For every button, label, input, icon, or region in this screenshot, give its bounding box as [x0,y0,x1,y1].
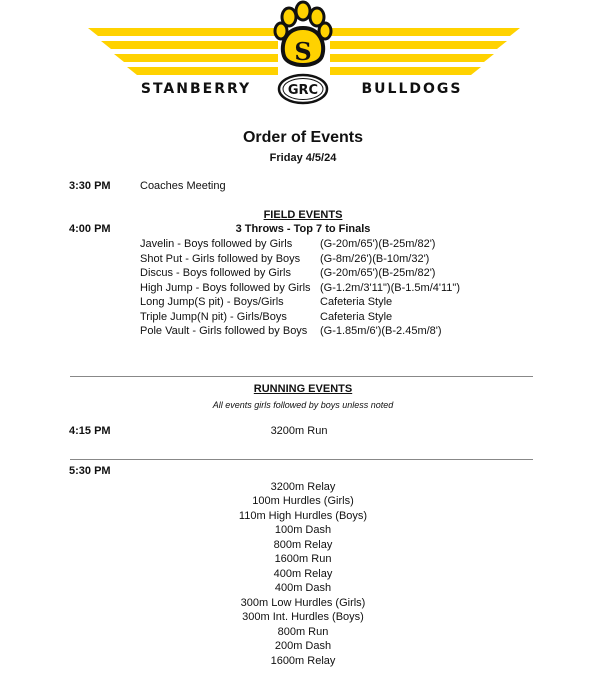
field-event-spec: (G-1.2m/3'11")(B-1.5m/4'11") [320,282,460,294]
field-event-name: Triple Jump(N pit) - Girls/Boys [140,311,287,323]
field-event-name: Shot Put - Girls followed by Boys [140,253,301,265]
logo-left-word: STANBERRY [140,81,252,97]
running-event: 400m Relay [273,568,333,580]
field-subheader: 3 Throws - Top 7 to Finals [235,223,371,235]
svg-text:S: S [294,37,312,66]
running-event: 300m Low Hurdles (Girls) [240,597,366,609]
running-event: 800m Run [277,626,329,638]
running-event: 3200m Relay [270,481,336,493]
running-time-1: 4:15 PM [69,425,111,437]
field-event-spec: Cafeteria Style [320,296,393,308]
page-title: Order of Events [242,129,364,146]
field-event-name: Pole Vault - Girls followed by Boys [140,325,308,337]
field-event-name: High Jump - Boys followed by Girls [140,282,311,294]
coaches-label: Coaches Meeting [140,180,226,192]
field-event-spec: (G-1.85m/6')(B-2.45m/8') [320,325,442,337]
svg-text:GRC: GRC [287,83,319,98]
field-event-name: Long Jump(S pit) - Boys/Girls [140,296,284,308]
event-date: Friday 4/5/24 [269,152,337,164]
logo-right-word: BULLDOGS [361,81,463,97]
running-event: 200m Dash [274,640,332,652]
running-event-first: 3200m Run [270,425,328,437]
field-event-name: Javelin - Boys followed by Girls [140,238,293,250]
field-event-spec: Cafeteria Style [320,311,393,323]
running-events-header: RUNNING EVENTS [253,383,353,395]
coaches-time: 3:30 PM [69,180,111,192]
paw-icon [275,2,331,66]
field-event-name: Discus - Boys followed by Girls [140,267,291,279]
section-divider [70,459,533,460]
field-time: 4:00 PM [69,223,111,235]
field-event-spec: (G-20m/65')(B-25m/82') [320,267,436,279]
running-event: 100m Hurdles (Girls) [252,495,354,507]
running-event: 100m Dash [274,524,332,536]
running-event: 110m High Hurdles (Boys) [238,510,368,522]
running-event: 300m Int. Hurdles (Boys) [242,611,364,623]
field-event-spec: (G-20m/65')(B-25m/82') [320,238,436,250]
running-event: 400m Dash [274,582,332,594]
running-event: 1600m Run [274,553,332,565]
running-note: All events girls followed by boys unless noted [212,400,394,410]
field-events-header: FIELD EVENTS [263,209,343,221]
running-event: 800m Relay [273,539,333,551]
field-event-spec: (G-8m/26')(B-10m/32') [320,253,430,265]
stanberry-bulldogs-logo [0,0,606,108]
running-event: 1600m Relay [270,655,336,667]
running-time-2: 5:30 PM [69,465,111,477]
section-divider [70,376,533,377]
grc-seal-icon [279,75,327,103]
